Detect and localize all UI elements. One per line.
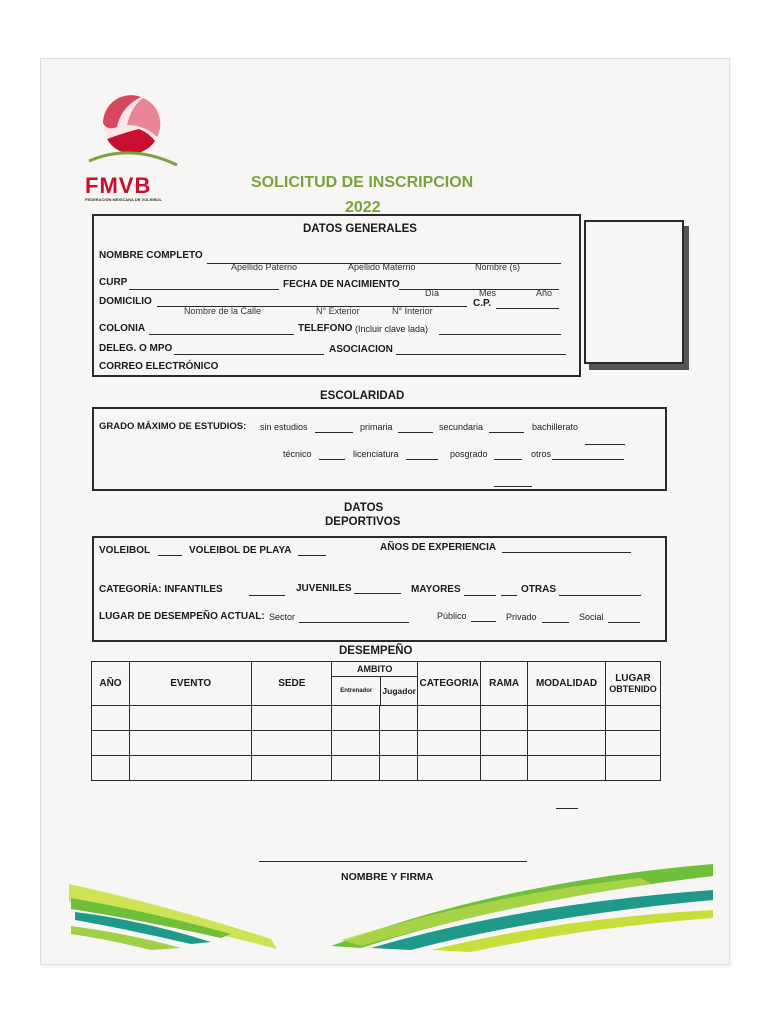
table-cell[interactable] — [418, 706, 481, 731]
publico-field[interactable] — [471, 621, 496, 622]
posgrado-option: posgrado — [450, 449, 488, 459]
deleg-field[interactable] — [174, 354, 324, 355]
voleibol-label: VOLEIBOL — [99, 545, 151, 556]
table-cell[interactable] — [332, 706, 380, 731]
telefono-hint: (Incluir clave lada) — [355, 324, 429, 334]
asociacion-field[interactable] — [396, 354, 566, 355]
table-cell[interactable] — [332, 756, 380, 781]
colonia-label: COLONIA — [99, 323, 146, 334]
posgrado-field[interactable] — [494, 459, 522, 460]
primaria-field[interactable] — [398, 432, 433, 433]
fecha-nacimiento-label: FECHA DE NACIMIENTO — [283, 279, 400, 290]
exterior-hint: N° Exterior — [316, 306, 360, 316]
logo-text: FMVB — [85, 173, 152, 198]
infantiles-field[interactable] — [249, 595, 285, 596]
ambito-label: AMBITO — [332, 662, 417, 677]
anos-experiencia-field[interactable] — [502, 552, 631, 553]
table-cell[interactable] — [605, 706, 660, 731]
table-cell[interactable] — [528, 756, 606, 781]
otros-field[interactable] — [552, 459, 624, 460]
table-cell[interactable] — [252, 756, 332, 781]
anio-hint: Año — [536, 288, 553, 298]
mes-hint: Mes — [479, 288, 497, 298]
col-anio: AÑO — [92, 662, 130, 706]
table-cell[interactable] — [481, 706, 528, 731]
table-cell[interactable] — [129, 706, 252, 731]
col-rama: RAMA — [481, 662, 528, 706]
mayores-field[interactable] — [464, 595, 496, 596]
table-row — [92, 731, 661, 756]
col-lugar — [605, 662, 660, 706]
table-cell[interactable] — [418, 731, 481, 756]
deleg-label: DELEG. O MPO — [99, 343, 173, 354]
licenciatura-option: licenciatura — [353, 449, 399, 459]
curp-field[interactable] — [129, 289, 279, 290]
table-cell[interactable] — [528, 731, 606, 756]
sector-label: Sector — [269, 612, 296, 622]
table-cell[interactable] — [380, 756, 418, 781]
nombre-label: NOMBRE COMPLETO — [99, 250, 203, 261]
table-row — [92, 756, 661, 781]
asociacion-label: ASOCIACION — [329, 344, 393, 355]
logo-subtext: FEDERACIÓN MEXICANA DE VOLEIBOL — [85, 197, 162, 202]
dia-hint: Día — [425, 288, 440, 298]
anos-experiencia-label: AÑOS DE EXPERIENCIA — [380, 542, 497, 553]
col-ambito — [332, 662, 418, 706]
otras-field[interactable] — [559, 595, 641, 596]
colonia-field[interactable] — [149, 334, 294, 335]
bachillerato-field[interactable] — [585, 444, 625, 445]
table-cell[interactable] — [252, 731, 332, 756]
otras-label: OTRAS — [521, 584, 556, 595]
voleibol-playa-field[interactable] — [298, 555, 326, 556]
table-cell[interactable] — [481, 731, 528, 756]
ambito-subcols — [332, 677, 417, 705]
sector-field[interactable] — [299, 622, 409, 623]
col-categoria: CATEGORIA — [418, 662, 481, 706]
table-header-row — [92, 662, 661, 706]
escolaridad-heading: ESCOLARIDAD — [320, 390, 405, 402]
interior-hint: N° Interior — [392, 306, 433, 316]
lugar-desempeno-label: LUGAR DE DESEMPEÑO ACTUAL: — [99, 611, 265, 622]
table-cell[interactable] — [332, 731, 380, 756]
form-sheet — [41, 59, 729, 964]
apellido-paterno-hint: Apellido Paterno — [231, 262, 298, 272]
col-evento: EVENTO — [129, 662, 252, 706]
col-modalidad: MODALIDAD — [528, 662, 606, 706]
col-sede: SEDE — [252, 662, 332, 706]
table-row — [92, 706, 661, 731]
voleibol-field[interactable] — [158, 555, 182, 556]
stray-mark — [556, 808, 578, 809]
cp-label: C.P. — [473, 298, 492, 309]
table-cell[interactable] — [605, 731, 660, 756]
datos-deportivos-heading-1: DATOS — [344, 502, 384, 514]
publico-option: Público — [437, 611, 467, 621]
volleyball-logo-icon — [81, 89, 181, 179]
categoria-label: CATEGORÍA: INFANTILES — [99, 584, 223, 595]
telefono-field[interactable] — [439, 334, 561, 335]
nombres-hint: Nombre (s) — [475, 262, 521, 272]
datos-generales-heading: DATOS GENERALES — [303, 223, 417, 235]
table-cell[interactable] — [380, 731, 418, 756]
otros-option: otros — [531, 449, 552, 459]
datos-deportivos-heading-2: DEPORTIVOS — [325, 516, 401, 528]
tecnico-field[interactable] — [319, 459, 345, 460]
photo-box[interactable] — [584, 220, 684, 364]
table-cell[interactable] — [92, 731, 130, 756]
social-field[interactable] — [608, 622, 640, 623]
col-entrenador: Entrenador — [332, 677, 381, 705]
calle-hint: Nombre de la Calle — [184, 306, 262, 316]
fmvb-logo — [81, 89, 181, 204]
tecnico-option: técnico — [283, 449, 312, 459]
voleibol-playa-label: VOLEIBOL DE PLAYA — [189, 545, 292, 556]
privado-field[interactable] — [542, 622, 569, 623]
form-title: SOLICITUD DE INSCRIPCION — [251, 174, 474, 191]
social-option: Social — [579, 612, 604, 622]
juveniles-label: JUVENILES — [296, 583, 352, 594]
licenciatura-field[interactable] — [406, 459, 438, 460]
col-lugar-line2: OBTENIDO — [609, 683, 657, 694]
desempeno-heading: DESEMPEÑO — [339, 645, 413, 657]
cp-field[interactable] — [496, 308, 559, 309]
table-cell[interactable] — [380, 706, 418, 731]
otras-prefix-field[interactable] — [501, 595, 517, 596]
sin-estudios-field[interactable] — [315, 432, 353, 433]
mayores-label: MAYORES — [411, 584, 461, 595]
juveniles-field[interactable] — [354, 593, 401, 594]
otros-extra-field[interactable] — [494, 486, 532, 487]
table-cell[interactable] — [92, 756, 130, 781]
table-cell[interactable] — [129, 731, 252, 756]
sin-estudios-option: sin estudios — [260, 422, 308, 432]
form-year: 2022 — [345, 199, 381, 216]
table-cell[interactable] — [605, 756, 660, 781]
grado-label: GRADO MÁXIMO DE ESTUDIOS: — [99, 421, 247, 432]
secundaria-option: secundaria — [439, 422, 484, 432]
table-cell[interactable] — [528, 706, 606, 731]
table-cell[interactable] — [129, 756, 252, 781]
table-cell[interactable] — [481, 756, 528, 781]
curp-label: CURP — [99, 277, 128, 288]
bachillerato-option: bachillerato — [532, 422, 579, 432]
desempeno-table — [91, 661, 661, 781]
correo-label: CORREO ELECTRÓNICO — [99, 361, 219, 372]
table-cell[interactable] — [418, 756, 481, 781]
col-jugador: Jugador — [382, 686, 416, 696]
col-lugar-line1: LUGAR — [615, 672, 651, 684]
primaria-option: primaria — [360, 422, 393, 432]
domicilio-label: DOMICILIO — [99, 296, 152, 307]
decorative-waves — [41, 854, 729, 964]
secundaria-field[interactable] — [489, 432, 524, 433]
firma-label: NOMBRE Y FIRMA — [341, 871, 434, 883]
table-cell[interactable] — [92, 706, 130, 731]
telefono-label: TELEFONO — [298, 323, 353, 334]
privado-option: Privado — [506, 612, 537, 622]
table-cell[interactable] — [252, 706, 332, 731]
apellido-materno-hint: Apellido Materno — [348, 262, 416, 272]
